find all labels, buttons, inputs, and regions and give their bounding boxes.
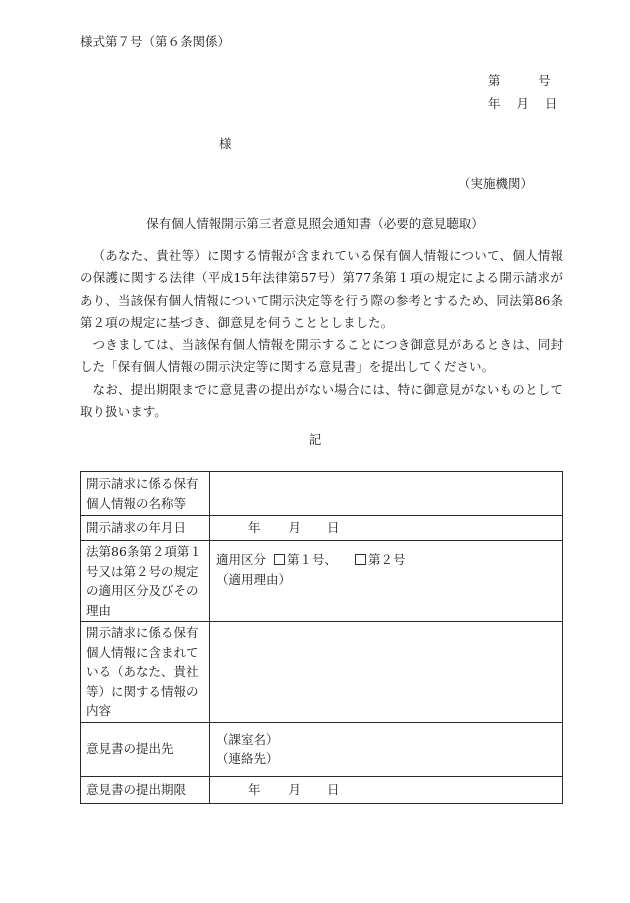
table-row [81,541,563,622]
category-line [216,550,556,570]
row-label-category: 法第86条第２項第１号又は第２号の規定の適用区分及びその理由 [81,541,210,622]
request-day: 日 [327,520,340,536]
table-row [81,776,563,803]
addressee: 様 [219,136,232,151]
deadline-year: 年 [248,781,261,797]
row-label-information-content: 開示請求に係る保有個人情報に含まれている（あなた、貴社等）に関する情報の内容 [81,622,210,723]
issue-date [488,96,558,112]
date-month: 月 [516,96,530,111]
implementing-agency: （実施機関） [458,176,534,191]
date-day: 日 [545,96,558,111]
date-year: 年 [488,96,501,111]
request-month: 月 [288,520,302,536]
number-prefix: 第 [488,73,501,88]
row-value-submission-destination [210,722,563,776]
deadline-day: 日 [327,781,340,797]
row-value-submission-deadline [210,776,563,803]
table-row [81,722,563,776]
body-paragraph-3: なお、提出期限までに意見書の提出がない場合には、特に御意見がないものとして取り扱います。 [80,381,563,420]
row-label-submission-destination: 意見書の提出先 [81,722,210,776]
row-label-request-date: 開示請求の年月日 [81,516,210,541]
document-number [488,73,551,89]
table-row [81,516,563,541]
form-number: 様式第７号（第６条関係） [80,34,231,49]
row-value-information-content [210,622,563,723]
contact-line: （連絡先） [216,751,279,766]
row-value-category [210,541,563,622]
info-table [80,471,563,804]
reason-line: （適用理由） [216,571,292,587]
option-2: 第２号 [368,552,406,567]
deadline-month: 月 [288,781,302,797]
request-year: 年 [248,520,261,536]
ki-heading: 記 [308,432,322,447]
number-suffix: 号 [538,73,551,88]
body-paragraph-2: つきましては、当該保有個人情報を開示することにつき御意見があるときは、同封した「保有個人情報の開示決定等に関する意見書」を提出してください。 [80,337,563,375]
body-text [80,245,563,423]
document-title: 保有個人情報開示第三者意見照会通知書（必要的意見聴取） [146,216,484,231]
row-label-document-name: 開示請求に係る保有個人情報の名称等 [81,472,210,516]
table-row [81,622,563,723]
body-paragraph-1: （あなた、貴社等）に関する情報が含まれている保有個人情報について、個人情報の保護に関する法律（平成15年法律第57号）第77条第１項の規定による開示請求があり、当該保有個人情報について開示決定等を行う際の参考とするため、同法第86条第２項の規定に基づき、御意見を伺うこととしました。 [80,248,563,330]
checkbox-icon[interactable] [274,554,285,565]
table-row [81,472,563,516]
row-label-submission-deadline: 意見書の提出期限 [81,776,210,803]
option-1: 第１号、 [287,552,338,567]
section-name-line: （課室名） [216,731,279,747]
row-value-request-date [210,516,563,541]
category-label: 適用区分 [216,552,267,567]
checkbox-icon[interactable] [355,554,366,565]
row-value-document-name [210,472,563,516]
